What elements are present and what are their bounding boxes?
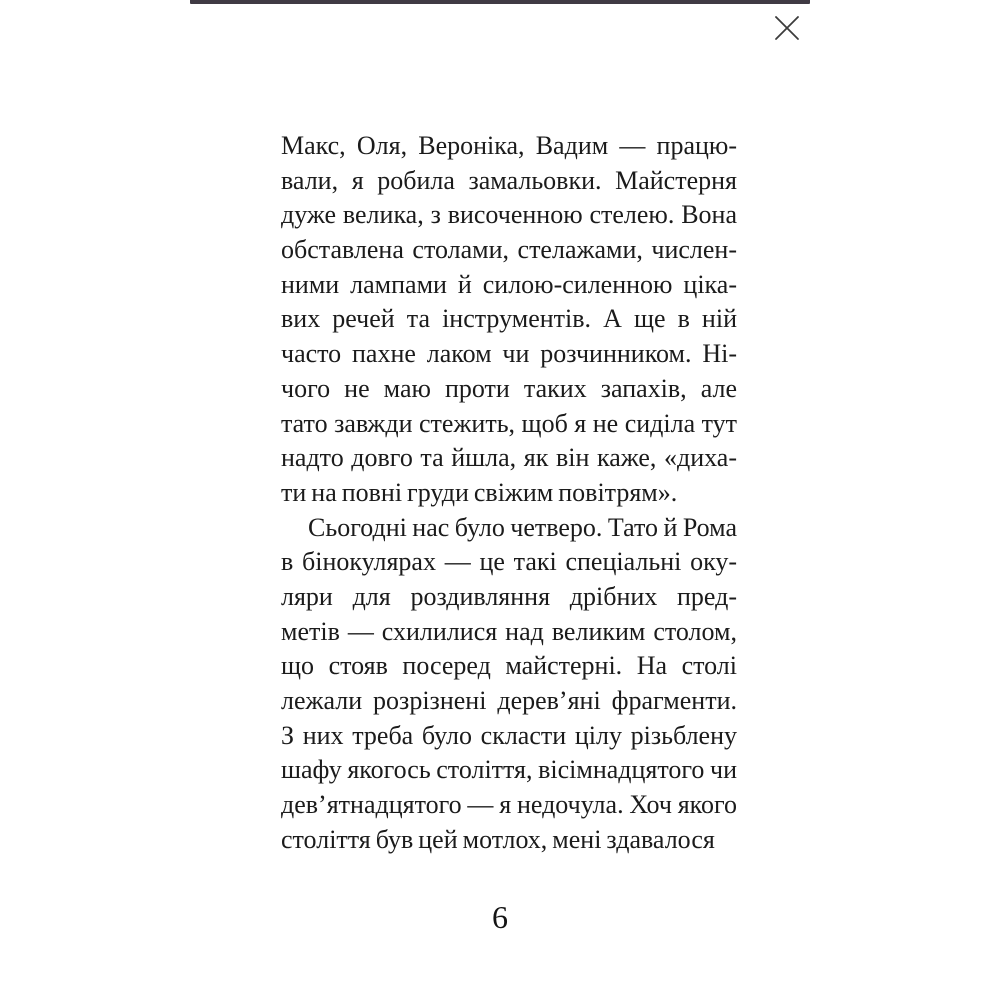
text-line: ти на повні груди свіжим повітрям».	[281, 477, 678, 507]
paragraph	[281, 129, 737, 511]
text-line: дев’ятнадцятого — я недочула. Хоч якого	[281, 790, 737, 820]
text-line: в бінокулярах — це такі спеціальні оку-	[281, 547, 737, 577]
close-button[interactable]	[768, 9, 806, 47]
page-number: 6	[492, 899, 508, 935]
paragraph	[281, 511, 737, 858]
text-block	[281, 129, 737, 857]
text-line: століття був цей мотлох, мені здавалося	[281, 824, 715, 854]
close-icon	[772, 13, 802, 43]
text-line: Макс, Оля, Вероніка, Вадим — працю-	[281, 131, 737, 160]
panel-top-edge-bar	[190, 0, 810, 4]
text-line: тато завжди стежить, щоб я не сиділа тут	[281, 408, 737, 438]
text-line: вали, я робила замальовки. Майстерня	[281, 165, 737, 195]
text-line: З них треба було скласти цілу різьблену	[281, 720, 737, 750]
text-line: що стояв посеред майстерні. На столі	[281, 651, 737, 681]
text-line: вих речей та інструментів. А ще в ній	[281, 304, 737, 334]
text-line: метів — схилилися над великим столом,	[281, 616, 737, 646]
text-line: Сьогодні нас було четверо. Тато й Рома	[308, 512, 737, 542]
text-line: надто довго та йшла, як він каже, «диха-	[281, 443, 737, 473]
text-line: шафу якогось століття, вісімнадцятого чи	[281, 755, 737, 785]
text-line: дуже велика, з височенною стелею. Вона	[281, 200, 737, 230]
text-line: чого не маю проти таких запахів, але	[281, 373, 737, 403]
text-line: ляри для роздивляння дрібних пред-	[281, 581, 737, 611]
text-line: обставлена столами, стелажами, числен-	[281, 235, 737, 265]
text-line: ними лампами й силою-силенною ціка-	[281, 269, 737, 299]
text-line: часто пахне лаком чи розчинником. Ні-	[281, 339, 737, 369]
text-line: лежали розрізнені дерев’яні фрагменти.	[281, 686, 737, 715]
